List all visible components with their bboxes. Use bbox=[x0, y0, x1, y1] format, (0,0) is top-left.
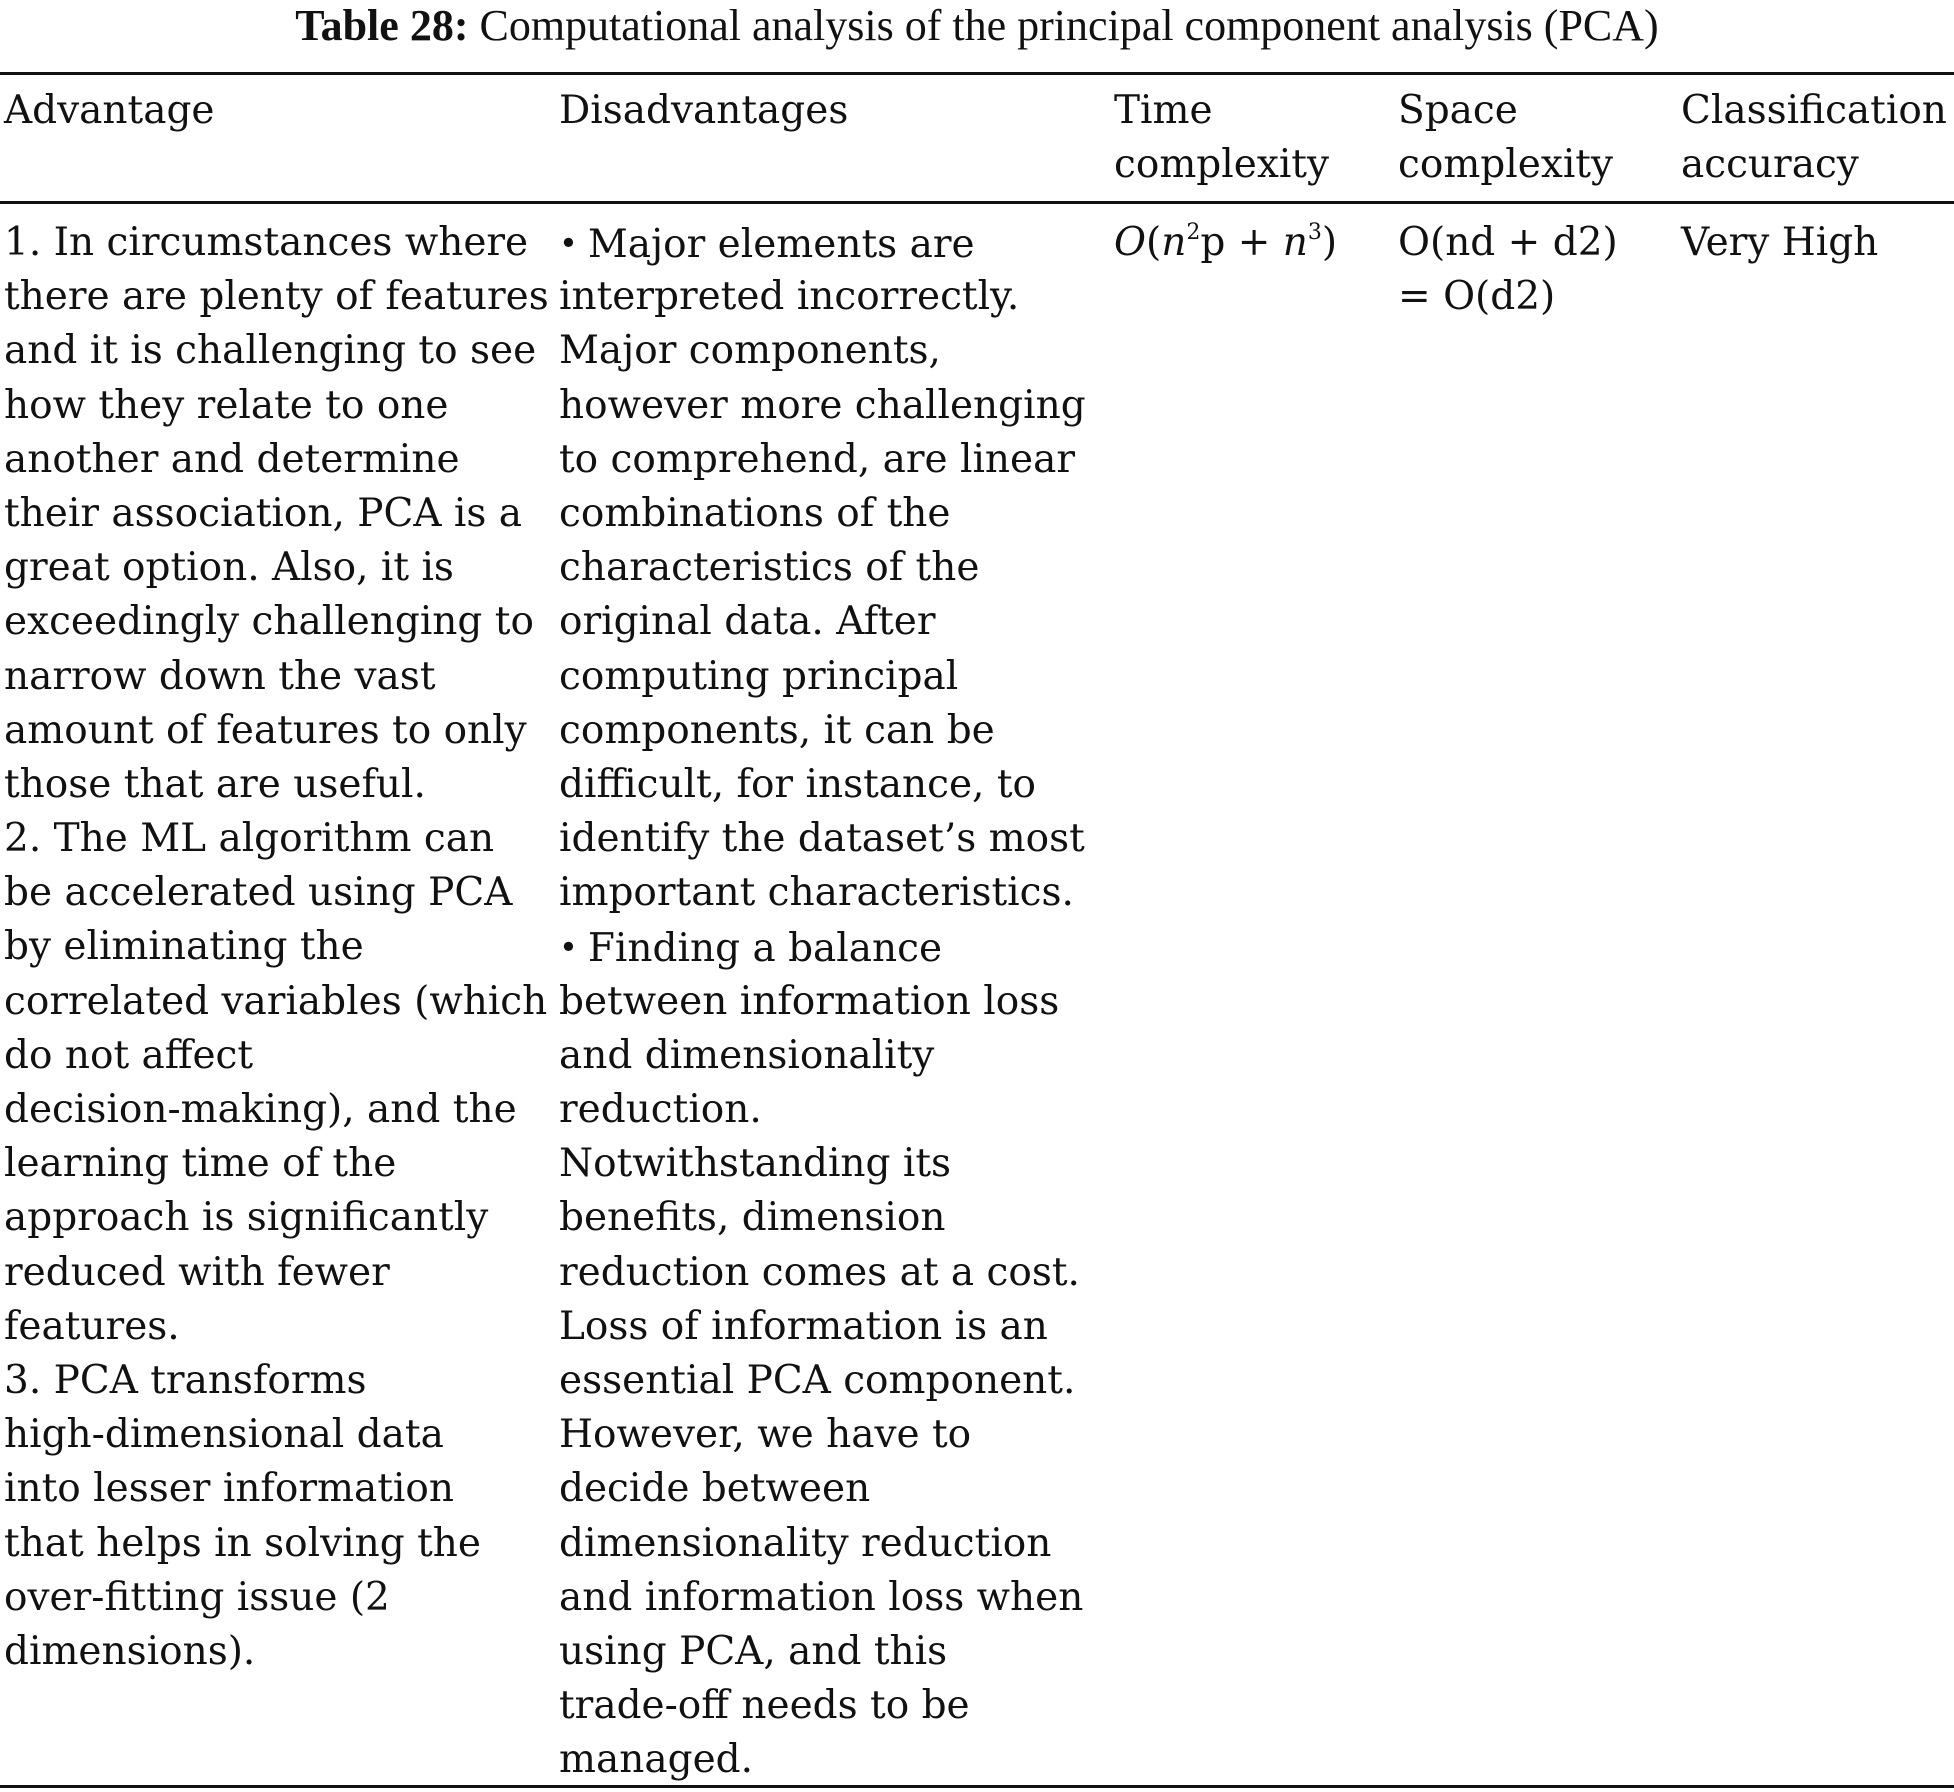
table-caption-text: Computational analysis of the principal component analysis (PCA) bbox=[479, 1, 1659, 50]
advantage-line: do not affect bbox=[4, 1032, 254, 1078]
disadvantage-line: benefits, dimension bbox=[559, 1195, 946, 1241]
table-header-rule bbox=[0, 201, 1954, 204]
advantage-line: decision-making), and the bbox=[4, 1087, 517, 1132]
advantage-line: learning time of the bbox=[4, 1141, 397, 1187]
advantage-line: and it is challenging to see bbox=[4, 328, 537, 374]
disadvantage-line: between information loss bbox=[559, 978, 1060, 1024]
disadvantage-line: original data. After bbox=[559, 599, 936, 645]
advantage-line: their association, PCA is a bbox=[4, 490, 523, 536]
bullet-icon: • bbox=[559, 928, 578, 967]
advantage-line: narrow down the vast bbox=[4, 653, 436, 699]
cell-time-complexity bbox=[1114, 216, 1337, 270]
disadvantage-line: combinations of the bbox=[559, 490, 951, 536]
advantage-line: approach is significantly bbox=[4, 1195, 489, 1241]
header-space-line1: Space bbox=[1398, 88, 1518, 133]
advantage-line: there are plenty of features bbox=[4, 274, 549, 320]
disadvantage-line: characteristics of the bbox=[559, 545, 980, 591]
bullet-icon: • bbox=[559, 224, 578, 262]
disadvantage-line: using PCA, and this bbox=[559, 1628, 948, 1674]
cell-classification-accuracy bbox=[1681, 216, 1878, 270]
cell-disadvantages bbox=[559, 216, 1086, 1787]
disadvantage-line: to comprehend, are linear bbox=[559, 436, 1076, 482]
formula-n: n bbox=[1161, 220, 1187, 265]
disadvantage-line: managed. bbox=[559, 1737, 754, 1783]
advantage-line: another and determine bbox=[4, 436, 460, 482]
disadvantage-line bbox=[559, 920, 1086, 974]
advantage-line: be accelerated using PCA bbox=[4, 870, 513, 916]
header-accuracy-line2: accuracy bbox=[1681, 142, 1859, 188]
advantage-line: features. bbox=[4, 1303, 180, 1349]
disadvantage-line: reduction comes at a cost. bbox=[559, 1249, 1080, 1295]
header-advantage-text: Advantage bbox=[4, 88, 215, 133]
disadvantage-line: Notwithstanding its bbox=[559, 1141, 952, 1187]
table-top-rule bbox=[0, 72, 1954, 75]
disadvantage-line: computing principal bbox=[559, 653, 959, 699]
header-time-line1: Time bbox=[1114, 88, 1213, 133]
advantage-line: those that are useful. bbox=[4, 761, 426, 807]
formula-exponent: 2 bbox=[1186, 220, 1201, 245]
formula-exponent: 3 bbox=[1307, 220, 1322, 245]
advantage-line: dimensions). bbox=[4, 1628, 256, 1674]
formula-p-plus: p + bbox=[1200, 220, 1283, 265]
disadvantage-line: essential PCA component. bbox=[559, 1357, 1076, 1403]
disadvantage-line: difficult, for instance, to bbox=[559, 761, 1036, 807]
cell-space-complexity bbox=[1398, 216, 1618, 324]
header-time-complexity bbox=[1114, 84, 1329, 192]
disadvantage-line-text: Major elements are bbox=[587, 222, 975, 267]
header-space-complexity bbox=[1398, 84, 1613, 192]
formula-close-paren: ) bbox=[1321, 220, 1338, 265]
header-time-line2: complexity bbox=[1114, 142, 1329, 188]
space-complexity-line2: = O(d2) bbox=[1398, 274, 1556, 320]
classification-accuracy-value: Very High bbox=[1681, 220, 1879, 265]
header-accuracy-line1: Classification bbox=[1681, 88, 1947, 133]
formula-o: O bbox=[1114, 220, 1146, 265]
disadvantage-line: Loss of information is an bbox=[559, 1303, 1048, 1349]
formula-n: n bbox=[1282, 220, 1308, 265]
disadvantage-line: decide between bbox=[559, 1466, 871, 1512]
advantage-line: high-dimensional data bbox=[4, 1412, 444, 1458]
advantage-line: reduced with fewer bbox=[4, 1249, 390, 1295]
advantage-line: great option. Also, it is bbox=[4, 545, 454, 591]
disadvantage-line: and information loss when bbox=[559, 1574, 1084, 1620]
disadvantage-line: and dimensionality bbox=[559, 1032, 935, 1078]
disadvantage-line: However, we have to bbox=[559, 1412, 972, 1458]
header-classification-accuracy bbox=[1681, 84, 1947, 192]
advantage-line: amount of features to only bbox=[4, 707, 527, 753]
header-disadvantages bbox=[559, 84, 848, 138]
advantage-line: 1. In circumstances where bbox=[4, 220, 529, 265]
table-caption-label: Table 28: bbox=[295, 1, 469, 50]
header-disadvantages-text: Disadvantages bbox=[559, 88, 849, 133]
disadvantage-line: dimensionality reduction bbox=[559, 1520, 1052, 1566]
disadvantage-line: identify the dataset’s most bbox=[559, 816, 1085, 862]
cell-advantage bbox=[4, 216, 549, 1679]
advantage-line: 2. The ML algorithm can bbox=[4, 816, 495, 862]
disadvantage-line bbox=[559, 216, 1086, 270]
advantage-line: over-fitting issue (2 bbox=[4, 1574, 390, 1620]
header-space-line2: complexity bbox=[1398, 142, 1613, 188]
disadvantage-line: components, it can be bbox=[559, 707, 995, 753]
disadvantage-line: trade-off needs to be bbox=[559, 1683, 970, 1729]
disadvantage-line-text: Finding a balance bbox=[587, 926, 943, 972]
disadvantage-line: Major components, bbox=[559, 328, 941, 374]
advantage-line: exceedingly challenging to bbox=[4, 599, 534, 645]
advantage-line: how they relate to one bbox=[4, 382, 449, 428]
advantage-line: by eliminating the bbox=[4, 924, 364, 970]
disadvantage-line: important characteristics. bbox=[559, 870, 1074, 916]
advantage-line: 3. PCA transforms bbox=[4, 1357, 367, 1403]
header-advantage bbox=[4, 84, 215, 138]
disadvantage-line: reduction. bbox=[559, 1087, 762, 1132]
advantage-line: correlated variables (which bbox=[4, 978, 548, 1024]
table-caption bbox=[0, 0, 1954, 52]
advantage-line: into lesser information bbox=[4, 1466, 454, 1512]
space-complexity-line1: O(nd + d2) bbox=[1398, 220, 1618, 265]
disadvantage-line: interpreted incorrectly. bbox=[559, 274, 1020, 320]
advantage-line: that helps in solving the bbox=[4, 1520, 481, 1566]
time-complexity-formula bbox=[1114, 216, 1337, 270]
formula-open-paren: ( bbox=[1145, 220, 1162, 265]
disadvantage-line: however more challenging bbox=[559, 382, 1086, 428]
